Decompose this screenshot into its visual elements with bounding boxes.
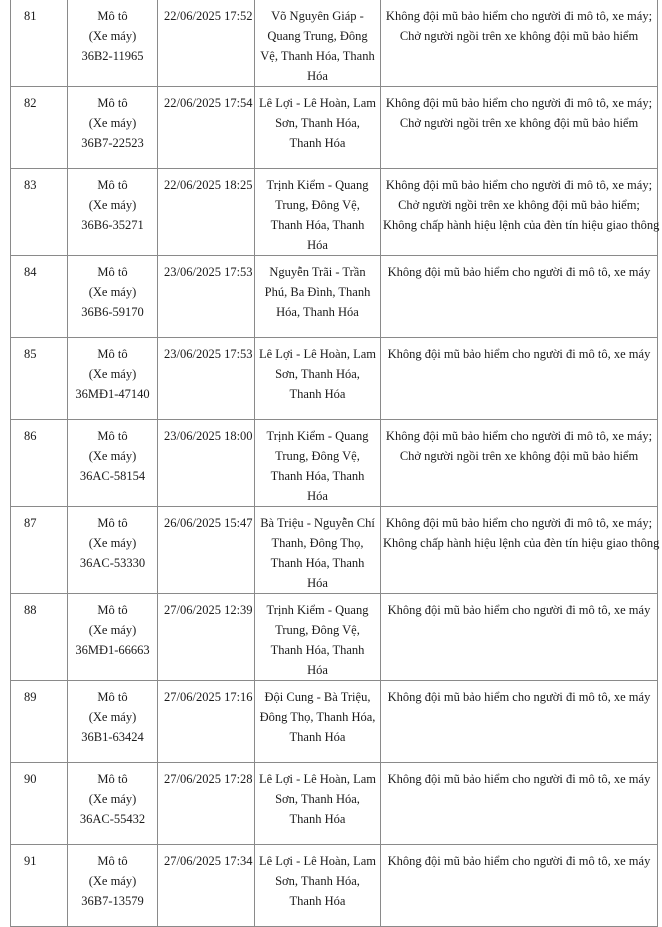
- violation-time: 27/06/2025 17:16: [164, 690, 253, 704]
- vehicle-cell: [68, 256, 158, 338]
- violation-cell: [381, 845, 658, 927]
- vehicle-type: Mô tô: [97, 854, 128, 868]
- row-number: 86: [24, 429, 37, 443]
- time-cell: [158, 681, 255, 763]
- row-number-cell: [11, 338, 68, 420]
- vehicle-type: Mô tô: [97, 603, 128, 617]
- violation-description: Chở người ngồi trên xe không đội mũ bảo hiểm: [399, 449, 639, 463]
- violation-location: Trịnh Kiểm - Quang Trung, Đông Vệ, Thanh Hóa, Thanh Hóa: [266, 429, 369, 503]
- violation-description: Chở người ngồi trên xe không đội mũ bảo hiểm: [399, 116, 639, 130]
- violation-description: Không đội mũ bảo hiểm cho người đi mô tô, xe máy;: [385, 96, 653, 110]
- violation-description: Chở người ngồi trên xe không đội mũ bảo hiểm;: [398, 198, 640, 212]
- license-plate: 36B7-22523: [81, 136, 144, 150]
- vehicle-type: Mô tô: [97, 9, 128, 23]
- license-plate: 36B6-59170: [81, 305, 144, 319]
- table-row: [11, 594, 658, 681]
- violations-table: [10, 0, 658, 927]
- location-cell: [255, 763, 381, 845]
- vehicle-cell: [68, 0, 158, 87]
- violation-cell: [381, 169, 658, 256]
- row-number-cell: [11, 169, 68, 256]
- violation-cell: [381, 763, 658, 845]
- violation-cell: [381, 507, 658, 594]
- vehicle-subtype: (Xe máy): [88, 536, 137, 550]
- vehicle-cell: [68, 763, 158, 845]
- vehicle-subtype: (Xe máy): [88, 874, 137, 888]
- row-number-cell: [11, 0, 68, 87]
- location-cell: [255, 0, 381, 87]
- vehicle-subtype: (Xe máy): [88, 792, 137, 806]
- license-plate: 36AC-58154: [79, 469, 146, 483]
- time-cell: [158, 507, 255, 594]
- violation-time: 23/06/2025 18:00: [164, 429, 253, 443]
- violation-location: Trịnh Kiểm - Quang Trung, Đông Vệ, Thanh Hóa, Thanh Hóa: [266, 603, 369, 677]
- row-number: 84: [24, 265, 37, 279]
- location-cell: [255, 594, 381, 681]
- violation-location: Lê Lợi - Lê Hoàn, Lam Sơn, Thanh Hóa, Thanh Hóa: [259, 772, 376, 826]
- time-cell: [158, 87, 255, 169]
- violation-description: Không đội mũ bảo hiểm cho người đi mô tô, xe máy: [387, 347, 651, 361]
- table-row: [11, 507, 658, 594]
- location-cell: [255, 420, 381, 507]
- violation-time: 27/06/2025 12:39: [164, 603, 253, 617]
- vehicle-cell: [68, 681, 158, 763]
- table-row: [11, 169, 658, 256]
- row-number: 82: [24, 96, 37, 110]
- vehicle-subtype: (Xe máy): [88, 449, 137, 463]
- violation-description: Không đội mũ bảo hiểm cho người đi mô tô, xe máy;: [385, 429, 653, 443]
- violation-time: 22/06/2025 17:52: [164, 9, 253, 23]
- violation-cell: [381, 338, 658, 420]
- row-number-cell: [11, 420, 68, 507]
- vehicle-cell: [68, 507, 158, 594]
- vehicle-subtype: (Xe máy): [88, 367, 137, 381]
- license-plate: 36AC-53330: [79, 556, 146, 570]
- vehicle-type: Mô tô: [97, 347, 128, 361]
- vehicle-type: Mô tô: [97, 178, 128, 192]
- violation-time: 22/06/2025 17:54: [164, 96, 253, 110]
- violation-time: 27/06/2025 17:28: [164, 772, 253, 786]
- vehicle-type: Mô tô: [97, 690, 128, 704]
- time-cell: [158, 0, 255, 87]
- table-row: [11, 420, 658, 507]
- row-number: 90: [24, 772, 37, 786]
- violation-cell: [381, 681, 658, 763]
- violation-cell: [381, 420, 658, 507]
- violation-description: Không đội mũ bảo hiểm cho người đi mô tô, xe máy: [387, 772, 651, 786]
- violation-location: Trịnh Kiểm - Quang Trung, Đông Vệ, Thanh Hóa, Thanh Hóa: [266, 178, 369, 252]
- violation-location: Võ Nguyên Giáp - Quang Trung, Đông Vệ, Thanh Hóa, Thanh Hóa: [260, 9, 375, 83]
- vehicle-type: Mô tô: [97, 516, 128, 530]
- vehicle-subtype: (Xe máy): [88, 285, 137, 299]
- time-cell: [158, 845, 255, 927]
- vehicle-cell: [68, 338, 158, 420]
- table-row: [11, 87, 658, 169]
- location-cell: [255, 845, 381, 927]
- row-number: 88: [24, 603, 37, 617]
- vehicle-cell: [68, 87, 158, 169]
- violation-location: Lê Lợi - Lê Hoàn, Lam Sơn, Thanh Hóa, Thanh Hóa: [259, 96, 376, 150]
- license-plate: 36B7-13579: [81, 894, 144, 908]
- time-cell: [158, 420, 255, 507]
- location-cell: [255, 87, 381, 169]
- violation-time: 23/06/2025 17:53: [164, 265, 253, 279]
- license-plate: 36B6-35271: [81, 218, 144, 232]
- violation-description: Không đội mũ bảo hiểm cho người đi mô tô, xe máy: [387, 603, 651, 617]
- vehicle-subtype: (Xe máy): [88, 710, 137, 724]
- time-cell: [158, 256, 255, 338]
- row-number: 91: [24, 854, 37, 868]
- violation-location: Lê Lợi - Lê Hoàn, Lam Sơn, Thanh Hóa, Thanh Hóa: [259, 347, 376, 401]
- vehicle-type: Mô tô: [97, 429, 128, 443]
- violation-location: Đội Cung - Bà Triệu, Đông Thọ, Thanh Hóa, Thanh Hóa: [259, 690, 376, 744]
- vehicle-type: Mô tô: [97, 772, 128, 786]
- vehicle-cell: [68, 420, 158, 507]
- violation-description: Không đội mũ bảo hiểm cho người đi mô tô, xe máy: [387, 690, 651, 704]
- vehicle-cell: [68, 169, 158, 256]
- row-number: 87: [24, 516, 37, 530]
- violation-description: Không chấp hành hiệu lệnh của đèn tín hiệu giao thông: [383, 218, 660, 232]
- vehicle-subtype: (Xe máy): [88, 29, 137, 43]
- violation-location: Nguyễn Trãi - Trần Phú, Ba Đình, Thanh Hóa, Thanh Hóa: [264, 265, 371, 319]
- location-cell: [255, 338, 381, 420]
- violation-location: Lê Lợi - Lê Hoàn, Lam Sơn, Thanh Hóa, Thanh Hóa: [259, 854, 376, 908]
- license-plate: 36B2-11965: [81, 49, 144, 63]
- row-number-cell: [11, 845, 68, 927]
- vehicle-subtype: (Xe máy): [88, 116, 137, 130]
- violation-time: 26/06/2025 15:47: [164, 516, 253, 530]
- row-number-cell: [11, 594, 68, 681]
- row-number: 89: [24, 690, 37, 704]
- violation-description: Không đội mũ bảo hiểm cho người đi mô tô, xe máy;: [385, 178, 653, 192]
- row-number-cell: [11, 681, 68, 763]
- vehicle-cell: [68, 845, 158, 927]
- table-row: [11, 763, 658, 845]
- vehicle-type: Mô tô: [97, 265, 128, 279]
- row-number: 81: [24, 9, 37, 23]
- row-number-cell: [11, 87, 68, 169]
- violation-time: 22/06/2025 18:25: [164, 178, 253, 192]
- violation-time: 23/06/2025 17:53: [164, 347, 253, 361]
- row-number-cell: [11, 256, 68, 338]
- location-cell: [255, 681, 381, 763]
- violation-description: Không đội mũ bảo hiểm cho người đi mô tô, xe máy: [387, 854, 651, 868]
- violation-description: Không đội mũ bảo hiểm cho người đi mô tô, xe máy;: [385, 516, 653, 530]
- location-cell: [255, 169, 381, 256]
- violation-cell: [381, 87, 658, 169]
- violation-cell: [381, 0, 658, 87]
- time-cell: [158, 169, 255, 256]
- table-row: [11, 681, 658, 763]
- time-cell: [158, 594, 255, 681]
- violation-description: Không đội mũ bảo hiểm cho người đi mô tô, xe máy: [387, 265, 651, 279]
- row-number-cell: [11, 507, 68, 594]
- license-plate: 36MĐ1-66663: [75, 643, 150, 657]
- table-row: [11, 256, 658, 338]
- violation-time: 27/06/2025 17:34: [164, 854, 253, 868]
- time-cell: [158, 338, 255, 420]
- location-cell: [255, 507, 381, 594]
- vehicle-subtype: (Xe máy): [88, 623, 137, 637]
- violation-cell: [381, 594, 658, 681]
- table-row: [11, 845, 658, 927]
- violation-cell: [381, 256, 658, 338]
- violations-table-body: [11, 0, 658, 927]
- violation-description: Không đội mũ bảo hiểm cho người đi mô tô, xe máy;: [385, 9, 653, 23]
- license-plate: 36MĐ1-47140: [75, 387, 150, 401]
- table-row: [11, 0, 658, 87]
- table-row: [11, 338, 658, 420]
- row-number: 83: [24, 178, 37, 192]
- location-cell: [255, 256, 381, 338]
- time-cell: [158, 763, 255, 845]
- license-plate: 36AC-55432: [79, 812, 146, 826]
- violation-description: Không chấp hành hiệu lệnh của đèn tín hiệu giao thông: [383, 536, 660, 550]
- violation-location: Bà Triệu - Nguyễn Chí Thanh, Đông Thọ, Thanh Hóa, Thanh Hóa: [260, 516, 375, 590]
- row-number: 85: [24, 347, 37, 361]
- vehicle-cell: [68, 594, 158, 681]
- license-plate: 36B1-63424: [81, 730, 144, 744]
- vehicle-subtype: (Xe máy): [88, 198, 137, 212]
- vehicle-type: Mô tô: [97, 96, 128, 110]
- row-number-cell: [11, 763, 68, 845]
- violation-description: Chở người ngồi trên xe không đội mũ bảo hiểm: [399, 29, 639, 43]
